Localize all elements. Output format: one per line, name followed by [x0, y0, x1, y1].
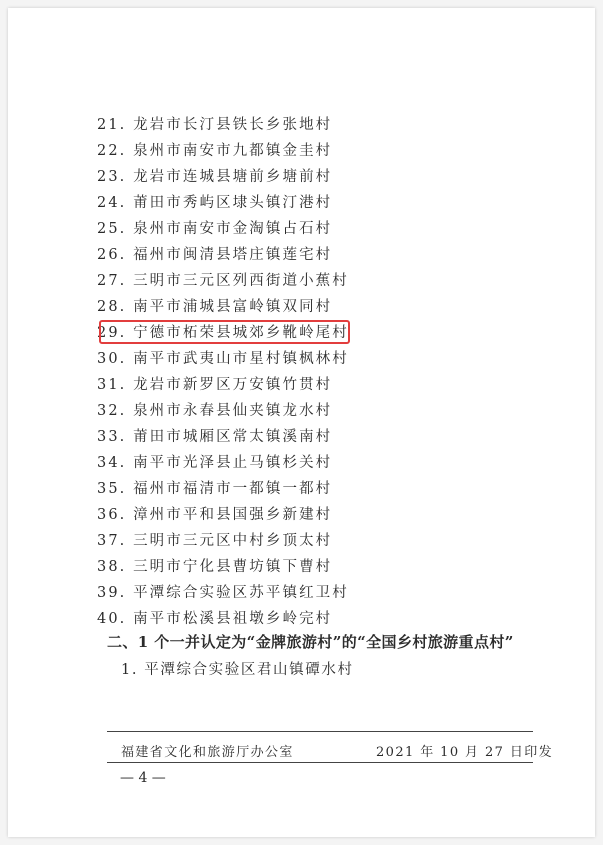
list-item: 28. 南平市浦城县富岭镇双同村: [97, 299, 333, 315]
list-item: 35. 福州市福清市一都镇一都村: [97, 481, 333, 497]
list-item: 23. 龙岩市连城县塘前乡塘前村: [97, 169, 333, 185]
list-item: 32. 泉州市永春县仙夹镇龙水村: [97, 403, 333, 419]
list-item: 24. 莆田市秀屿区埭头镇汀港村: [97, 195, 333, 211]
list-item: 30. 南平市武夷山市星村镇枫林村: [97, 351, 349, 367]
page-number: — 4 —: [120, 770, 166, 786]
footer-date: 2021 年 10 月 27 日印发: [376, 745, 554, 760]
list-item: 38. 三明市宁化县曹坊镇下曹村: [97, 559, 333, 575]
section-heading: 二、1 个一并认定为“金牌旅游村”的“全国乡村旅游重点村”: [107, 633, 514, 651]
list-item: 39. 平潭综合实验区苏平镇红卫村: [97, 585, 349, 601]
list-item: 34. 南平市光泽县止马镇杉关村: [97, 455, 333, 471]
list-item: 31. 龙岩市新罗区万安镇竹贯村: [97, 377, 333, 393]
list-item: 40. 南平市松溪县祖墩乡岭完村: [97, 611, 333, 627]
list-item: 33. 莆田市城厢区常太镇溪南村: [97, 429, 333, 445]
list-item: 25. 泉州市南安市金淘镇占石村: [97, 221, 333, 237]
list-item: 26. 福州市闽清县塔庄镇莲宅村: [97, 247, 333, 263]
document-page: [8, 8, 595, 837]
footer-rule-top: [107, 731, 533, 732]
list-item: 22. 泉州市南安市九都镇金圭村: [97, 143, 333, 159]
highlight-box: [99, 320, 350, 344]
list-item: 36. 漳州市平和县国强乡新建村: [97, 507, 333, 523]
list-item: 37. 三明市三元区中村乡顶太村: [97, 533, 333, 549]
footer-rule-bottom: [107, 762, 533, 763]
section-item: 1. 平潭综合实验区君山镇磹水村: [121, 662, 354, 678]
list-item: 27. 三明市三元区列西街道小蕉村: [97, 273, 349, 289]
village-list: [97, 112, 349, 632]
list-item: 29. 宁德市柘荣县城郊乡靴岭尾村: [97, 325, 349, 341]
footer-office: 福建省文化和旅游厅办公室: [121, 745, 294, 760]
list-item: 21. 龙岩市长汀县铁长乡张地村: [97, 117, 333, 133]
